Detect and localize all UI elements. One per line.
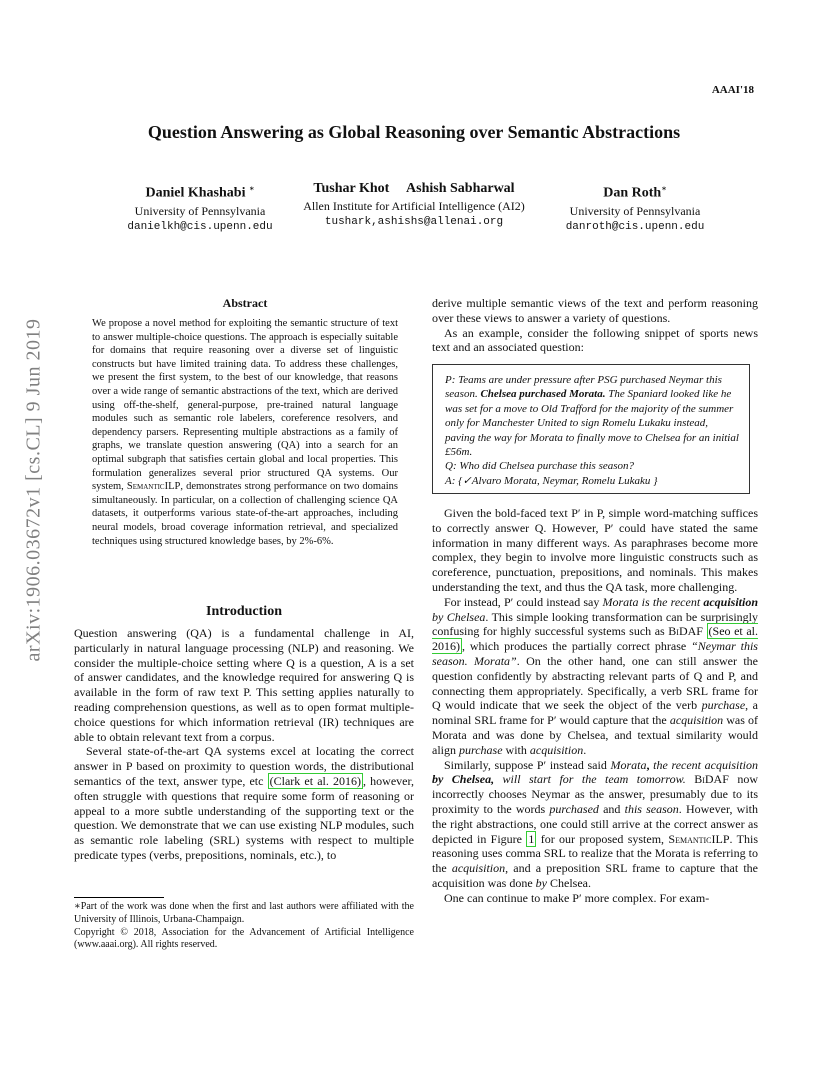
copyright-notice: Copyright © 2018, Association for the Advancement of Artificial Intelligence (www.aaai.org). All rights reserved. [74,926,414,951]
right-column-top [432,296,758,355]
paper-title: Question Answering as Global Reasoning over Semantic Abstractions [147,122,681,142]
author-email[interactable]: tushark,ashishs@allenai.org [324,216,504,228]
right-column-bottom [432,506,758,906]
author-block-3 [540,180,730,235]
body-paragraph: Similarly, suppose P′ instead said Morata, the recent acquisition by Chelsea, will start for the team tomorrow. BiDAF now incorrectly chooses Neymar as the answer, presumably due to its proximity to the words purchased and this season. However, with the right abstractions, one could still arrive at the correct answer as depicted in Figure 1 for our proposed system, SemanticILP. This reasoning uses comma SRL to realize that the Morata is referring to the acquisition, and a preposition SRL frame to capture that the acquisition was done by Chelsea. [432,757,758,890]
abstract-heading: Abstract [222,296,268,310]
arxiv-identifier: arXiv:1906.03672v1 [cs.CL] 9 Jun 2019 [22,318,45,662]
example-box [432,364,750,494]
body-paragraph: One can continue to make P′ more complex. For exam- [444,890,710,905]
introduction-heading: Introduction [206,604,282,619]
abstract-section [92,296,398,548]
author-email[interactable]: danroth@cis.upenn.edu [565,220,705,233]
intro-paragraph: Several state-of-the-art QA systems excel at locating the correct answer in P based on proximity to question words, the distributional semantics of the text, answer type, etc (Clark et al. 2016) , however, often struggle with questions that require some form of reasoning or appeal to a more subtle understanding of the supporting text or the question. We demonstrate that we can use existing NLP modules, such as semantic role labeling (SRL) systems with respect to multiple predicate types (verbs, prepositions, nominals, etc.), to [74,744,414,862]
body-paragraph: For instead, P′ could instead say Morata is the recent acquisition by Chelsea. This simple looking transformation can be surprisingly confusing for highly successful systems such as BiDAF (Seo et al. 2016) , which produces the partially correct phrase “Neymar this season. Morata”. On the other hand, one can still answer the question confidently by abstracting relevant parts of Q and P, and connecting them appropriately. Specifically, a verb SRL frame for Q would indicate that we seek the object of the verb purchase, a nominal SRL frame for P′ would capture that the acquisition was of Morata and was done by Chelsea, and textual similarity would align purchase with acquisition. [432,594,759,757]
introduction-body [74,626,414,863]
author-name: Daniel Khashabi ∗ [145,184,255,201]
body-paragraph: derive multiple semantic views of the text and perform reasoning over these views to answer a variety of questions. [432,296,758,325]
author-email[interactable]: danielkh@cis.upenn.edu [127,220,273,233]
body-paragraph: As an example, consider the following snippet of sports news text and an associated question: [432,325,758,355]
figure-link[interactable]: 1 [528,831,535,846]
abstract-text: We propose a novel method for exploiting the semantic structure of text to answer multiple-choice questions. The approach is especially suitable for domains that require reasoning over a diverse set of linguistic constructs but have limited training data. To address these challenges, we present the first system, to the best of our knowledge, that reasons over a wide range of semantic abstractions of the text, which are derived using off-the-shelf, general-purpose, pre-trained natural language modules such as semantic role labelers, coreference resolvers, and dependency parsers. Representing multiple abstractions as a family of graphs, we translate question answering (QA) into a search for an optimal subgraph that satisfies certain global and local properties. This formulation generalizes several prior structured QA systems. Our system, SemanticILP, demonstrates strong performance on two domains simultaneously. In particular, on a collection of challenging science QA datasets, it outperforms various state-of-the-art approaches, including neural models, broad coverage information retrieval, and specialized techniques using structured knowledge bases, by 2%-6%. [92,318,398,547]
example-answers: A: {✓Alvaro Morata, Neymar, Romelu Lukaku } [445,474,658,487]
author-affiliation: Allen Institute for Artificial Intelligence (AI2) [303,199,525,213]
intro-paragraph: Question answering (QA) is a fundamental challenge in AI, particularly in natural language processing (NLP) and reasoning. We consider the multiple-choice setting where Q is a question, A is a set of answer candidates, and the knowledge required for answering Q is available in the form of raw text P. This setting applies naturally to reading comprehension questions, as well as to open format multiple-choice questions for which information retrieval (IR) techniques are able to obtain relevant text from a corpus. [74,626,414,744]
author-affiliation: University of Pennsylvania [569,203,701,218]
footnote-note: ∗Part of the work was done when the first and last authors were affiliated with the University of Illinois, Urbana-Champaign. [74,901,414,925]
author-name: Dan Roth∗ [603,184,667,201]
arxiv-stamp [24,300,44,680]
author-affiliation: University of Pennsylvania [134,203,266,218]
footnote-divider [74,897,164,898]
author-block-2 [284,180,544,230]
example-question: Q: Who did Chelsea purchase this season? [445,460,635,473]
footnote [74,901,414,952]
citation-link[interactable]: (Seo et al. 2016) [432,624,758,654]
author-name: Tushar Khot Ashish Sabharwal [313,181,515,196]
example-passage: P: Teams are under pressure after PSG purchased Neymar this season. Chelsea purchased Morata. The Spaniard looked like he was set for a move to Old Trafford for the majority of the summer only for Manchester United to sign Romelu Lukaku instead, paving the way for Morata to finally move to Chelsea for an initial £56m. [445,374,739,459]
venue-label: AAAI'18 [711,84,754,96]
citation-link[interactable]: (Clark et al. 2016) [269,773,362,788]
author-block-1 [100,180,300,235]
body-paragraph: Given the bold-faced text P′ in P, simple word-matching suffices to correctly answer Q. However, P′ could have stated the same information in many different ways. As paraphrases become more complex, they begin to involve more linguistic constructs such as coreference, punctuation, prepositions, and nominals. This makes understanding the text, and thus the QA task, more challenging. [432,506,758,594]
